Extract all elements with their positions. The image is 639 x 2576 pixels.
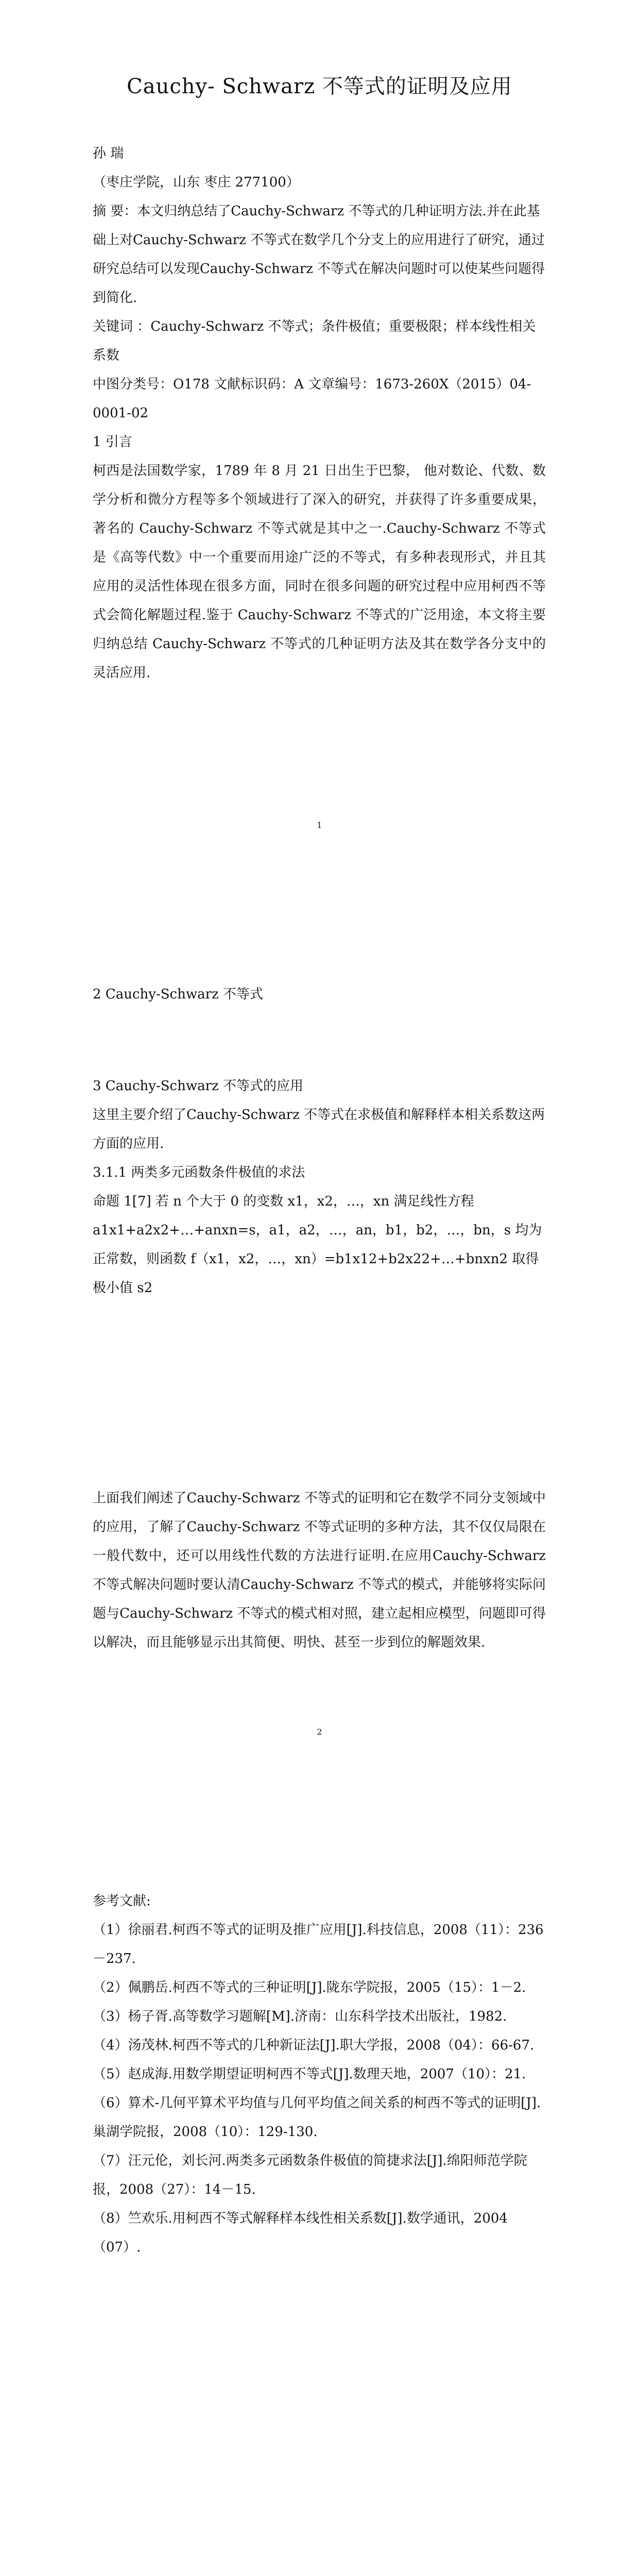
reference-item: （7）汪元伦，刘长河.两类多元函数条件极值的简捷求法[J].绵阳师范学院报，2008（27）：14－15.	[93, 2153, 527, 2197]
abstract: 摘 要：本文归纳总结了Cauchy-Schwarz 不等式的几种证明方法.并在此基础上对Cauchy-Schwarz 不等式在数学几个分支上的应用进行了研究，通过研究总结可以发现Cauchy-Schwarz 不等式在解决问题时可以使某些问题得到简化.	[93, 204, 545, 306]
reference-item: （3）杨子胥.高等数学习题解[M].济南：山东科学技术出版社，1982.	[93, 2009, 507, 2024]
page-number-2: 2	[317, 1727, 322, 1737]
reference-item: （6）算术-几何平算术平均值与几何平均值之间关系的柯西不等式的证明[J].巢湖学院报，2008（10）：129-130.	[93, 2095, 541, 2140]
references-heading: 参考文献:	[93, 1893, 151, 1909]
keywords: 关键词 ：Cauchy-Schwarz 不等式；条件极值；重要极限；样本线性相关系数	[93, 319, 536, 363]
reference-item: （8）竺欢乐.用柯西不等式解释样本线性相关系数[J].数学通讯，2004（07）.	[93, 2211, 508, 2255]
author-affiliation: （枣庄学院，山东 枣庄 277100）	[93, 175, 300, 190]
reference-item: （2）佩鹏岳.柯西不等式的三种证明[J].陇东学院报，2005（15）：1－2.	[93, 1980, 526, 1995]
author-name: 孙 瑞	[93, 146, 124, 161]
paper-title: Cauchy- Schwarz 不等式的证明及应用	[127, 75, 512, 98]
proposition-1: 命题 1[7] 若 n 个大于 0 的变数 x1，x2，…，xn 满足线性方程a1x1+a2x2+…+anxn=s，a1，a2，…，an，b1，b2，…，bn，s 均为正常数，则函数 f（x1，x2，…，xn）=b1x12+b2x22+…+bnxn2 取得极小值 s2	[93, 1194, 542, 1296]
section-1-heading: 1 引言	[93, 434, 132, 450]
reference-item: （4）汤茂林.柯西不等式的几种新证法[J].职大学报，2008（04）：66-67.	[93, 2038, 534, 2053]
section-3-heading: 3 Cauchy-Schwarz 不等式的应用	[93, 1078, 303, 1094]
section-3-1-heading: 3.1.1 两类多元函数条件极值的求法	[93, 1165, 305, 1180]
reference-item: （1）徐丽君.柯西不等式的证明及推广应用[J].科技信息，2008（11）：236－237.	[93, 1922, 544, 1967]
classification-info: 中图分类号：O178 文献标识码：A 文章编号：1673-260X（2015）04-0001-02	[93, 377, 531, 421]
references-list	[93, 1916, 546, 2262]
conclusion-paragraph: 上面我们阐述了Cauchy-Schwarz 不等式的证明和它在数学不同分支领域中的应用，了解了Cauchy-Schwarz 不等式证明的多种方法，其不仅仅局限在一般代数中，还可以用线性代数的方法进行证明.在应用Cauchy-Schwarz 不等式解决问题时要认清Cauchy-Schwarz 不等式的模式，并能够将实际问题与Cauchy-Schwarz 不等式的模式相对照，建立起相应模型，问题即可得以解决，而且能够显示出其简便、明快、甚至一步到位的解题效果.	[93, 1490, 546, 1650]
page-number-1: 1	[317, 820, 322, 830]
section-2-heading: 2 Cauchy-Schwarz 不等式	[93, 987, 263, 1002]
section-1-body: 柯西是法国数学家，1789 年 8 月 21 日出生于巴黎， 他对数论、代数、数学分析和微分方程等多个领域进行了深入的研究，并获得了许多重要成果，著名的 Cauchy-Schwarz 不等式就是其中之一.Cauchy-Schwarz 不等式是《高等代数》中一个重要而用途广泛的不等式，有多种表现形式，并且其应用的灵活性体现在很多方面，同时在很多问题的研究过程中应用柯西不等式会简化解题过程.鉴于 Cauchy-Schwarz 不等式的广泛用途，本文将主要归纳总结 Cauchy-Schwarz 不等式的几种证明方法及其在数学各分支中的灵活应用.	[93, 463, 546, 681]
reference-item: （5）赵成海.用数学期望证明柯西不等式[J].数理天地，2007（10）：21.	[93, 2066, 526, 2082]
section-3-intro: 这里主要介绍了Cauchy-Schwarz 不等式在求极值和解释样本相关系数这两方面的应用.	[93, 1107, 545, 1151]
